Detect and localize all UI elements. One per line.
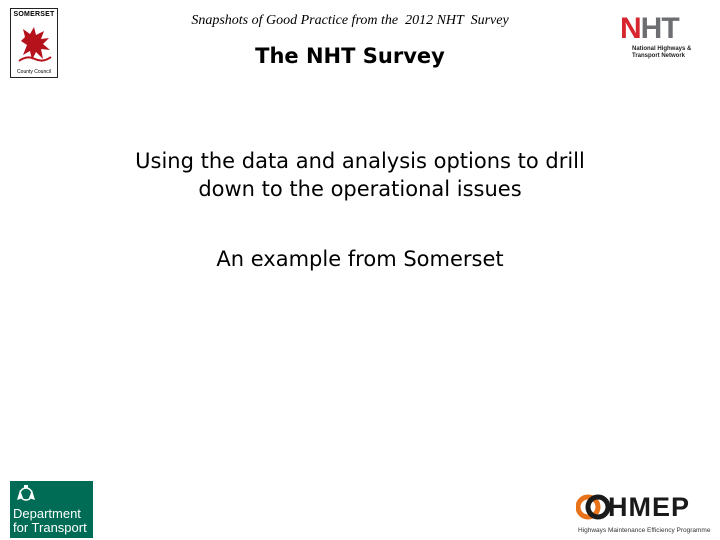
header-subtitle: Snapshots of Good Practice from the 2012 NHT Survey bbox=[191, 13, 509, 28]
hmep-logo-tagline: Highways Maintenance Efficiency Programme bbox=[578, 527, 711, 534]
somerset-county-council-logo bbox=[10, 8, 58, 78]
nht-network-logo bbox=[618, 12, 700, 68]
page-title: The NHT Survey bbox=[255, 44, 445, 68]
dft-logo-line-2: for Transport bbox=[13, 520, 87, 535]
hmep-logo bbox=[576, 490, 716, 538]
hmep-logo-letters: HMEP bbox=[608, 492, 691, 522]
department-for-transport-logo bbox=[10, 481, 93, 538]
body-text-line-3: An example from Somerset bbox=[216, 247, 504, 271]
royal-crest-icon bbox=[14, 484, 38, 504]
somerset-logo-name: SOMERSET bbox=[13, 11, 55, 18]
body-text-line-2: down to the operational issues bbox=[198, 177, 522, 201]
dragon-icon bbox=[15, 21, 55, 65]
nht-logo-letters bbox=[620, 12, 679, 46]
dft-logo-line-1: Department bbox=[13, 506, 81, 521]
nht-logo-ht: HT bbox=[640, 12, 679, 45]
hmep-swirl-icon bbox=[576, 494, 612, 520]
somerset-logo-subtitle: County Council bbox=[17, 69, 51, 75]
nht-logo-n: N bbox=[620, 12, 641, 45]
body-text-line-1: Using the data and analysis options to drill bbox=[135, 149, 585, 173]
nht-logo-caption: National Highways & Transport Network bbox=[632, 46, 692, 59]
